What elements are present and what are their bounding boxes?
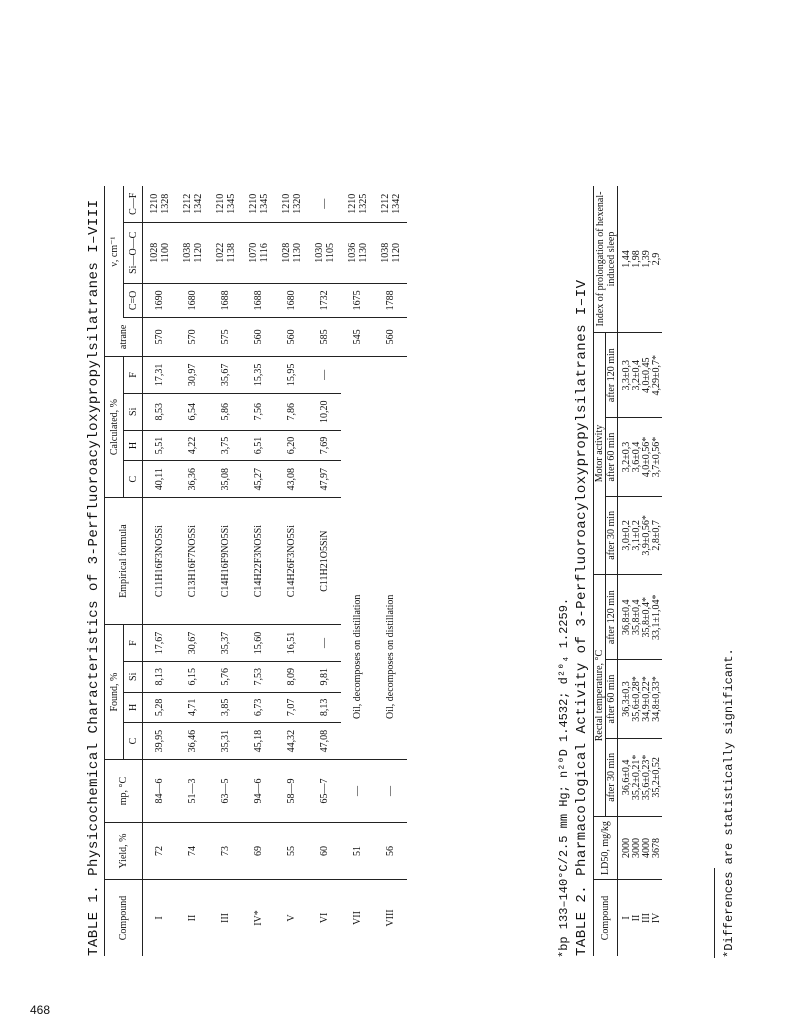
col-atrane: atrane bbox=[105, 317, 143, 356]
cell-atrane: 560 bbox=[242, 317, 275, 356]
cell-fH: 4,71 bbox=[176, 692, 209, 723]
cell-co: 1688 bbox=[209, 284, 242, 318]
table1-row bbox=[209, 186, 242, 956]
cell-cf: 1212 1342 bbox=[176, 186, 209, 222]
cell-mp: 94—6 bbox=[242, 760, 275, 823]
cell-cF: 35,67 bbox=[209, 357, 242, 394]
cell-cf: 1210 1325 bbox=[341, 186, 374, 222]
cell-cH: 6,20 bbox=[275, 430, 308, 461]
cell-cF: 15,35 bbox=[242, 357, 275, 394]
cell-fSi: 6,15 bbox=[176, 661, 209, 692]
cell-co: 1680 bbox=[275, 284, 308, 318]
t2-m120-values: 3,3±0,3 3,2±0,4 4,0±0,45 4,29±0,7* bbox=[618, 333, 663, 418]
cell-cC: 40,11 bbox=[143, 461, 177, 498]
cell-cC: 47,97 bbox=[308, 461, 341, 498]
table2 bbox=[593, 186, 662, 956]
cell-sioc: 1036 1130 bbox=[341, 222, 374, 284]
table1-title: TABLE 1. Physicochemical Characteristics of 3-Perfluoroacyloxypropylsilatranes I–VIII bbox=[86, 199, 102, 956]
cell-sioc: 1030 1105 bbox=[308, 222, 341, 284]
cell-yield: 72 bbox=[143, 823, 177, 880]
cell-cH: 5,51 bbox=[143, 430, 177, 461]
table1-row bbox=[341, 186, 374, 956]
cell-atrane: 560 bbox=[275, 317, 308, 356]
table1-row bbox=[275, 186, 308, 956]
t2-r30-values: 36,6±0,4 35,2±0,21* 35,6±0,23* 35,2±0,52 bbox=[618, 738, 663, 816]
cell-cH: 6,51 bbox=[242, 430, 275, 461]
cell-cF: — bbox=[308, 357, 341, 394]
cell-atrane: 585 bbox=[308, 317, 341, 356]
t2-r120-values: 36,8±0,4 35,8±0,4 35,8±0,4* 33,1±1,04* bbox=[618, 575, 663, 660]
cell-compound: II bbox=[187, 914, 198, 922]
table1-row bbox=[176, 186, 209, 956]
found-H: H bbox=[124, 692, 143, 723]
cell-cSi: 8,53 bbox=[143, 393, 177, 430]
t2-motor-30: after 30 min bbox=[606, 496, 618, 574]
cell-formula: C13H16F7NO5Si bbox=[176, 498, 209, 625]
cell-yield: 60 bbox=[308, 823, 341, 880]
cell-cC: 43,08 bbox=[275, 461, 308, 498]
cell-fC: 39,95 bbox=[143, 723, 177, 760]
cell-yield: 74 bbox=[176, 823, 209, 880]
cell-cC: 35,08 bbox=[209, 461, 242, 498]
cell-yield: 55 bbox=[275, 823, 308, 880]
cell-note: Oil, decomposes on distillation bbox=[374, 357, 407, 760]
cell-fSi: 8,13 bbox=[143, 661, 177, 692]
cell-fH: 3,85 bbox=[209, 692, 242, 723]
cell-compound: VII bbox=[352, 911, 363, 925]
nu-CF: C—F bbox=[124, 186, 143, 222]
cell-fF: 30,67 bbox=[176, 625, 209, 662]
cell-compound: IV* bbox=[253, 910, 264, 926]
cell-cSi: 7,56 bbox=[242, 393, 275, 430]
t2-motor-120: after 120 min bbox=[606, 333, 618, 418]
col-formula: Empirical formula bbox=[105, 498, 143, 625]
cell-atrane: 570 bbox=[176, 317, 209, 356]
t2-compounds: I II III IV bbox=[621, 912, 662, 924]
table1-row bbox=[242, 186, 275, 956]
t2-sleep-values: 1,44 1,98 1,39 2,9 bbox=[618, 186, 663, 333]
cell-yield: 56 bbox=[374, 823, 407, 880]
cell-sioc: 1028 1130 bbox=[275, 222, 308, 284]
table1-row bbox=[143, 186, 177, 956]
cell-cf: 1210 1328 bbox=[143, 186, 177, 222]
cell-mp: 51—3 bbox=[176, 760, 209, 823]
cell-sioc: 1038 1120 bbox=[176, 222, 209, 284]
cell-cf: 1212 1342 bbox=[374, 186, 407, 222]
t2-col-ld50: LD50, mg/kg bbox=[594, 817, 618, 880]
table2-title: TABLE 2. Pharmacological Activity of 3-Perfluoroacyloxypropylsilatranes I–IV bbox=[574, 279, 590, 956]
cell-co: 1788 bbox=[374, 284, 407, 318]
group-found: Found, % bbox=[105, 625, 124, 760]
cell-fSi: 5,76 bbox=[209, 661, 242, 692]
cell-cSi: 7,86 bbox=[275, 393, 308, 430]
nu-SiOC: Si—O—C bbox=[124, 222, 143, 284]
col-yield: Yield, % bbox=[105, 823, 143, 880]
nu-CO: C=O bbox=[124, 284, 143, 318]
cell-cf: 1210 1320 bbox=[275, 186, 308, 222]
page-number: 468 bbox=[30, 1003, 51, 1017]
t2-group-motor: Motor activity bbox=[594, 333, 606, 575]
t2-motor-60: after 60 min bbox=[606, 418, 618, 496]
table1-footnote: *bp 133–140°C/2.5 mm Hg; n²⁰D 1.4532; d²⁰₄ 1.2259. bbox=[557, 597, 571, 958]
t2-ld50-values: 2000 3000 4000 3678 bbox=[618, 817, 663, 880]
cell-fC: 45,18 bbox=[242, 723, 275, 760]
cell-sioc: 1070 1116 bbox=[242, 222, 275, 284]
t2-m60-values: 3,2±0,3 3,6±0,4 4,0±0,56* 3,7±0,56* bbox=[618, 418, 663, 496]
cell-compound: VIII bbox=[385, 909, 396, 927]
calc-H: H bbox=[124, 430, 143, 461]
table1-row bbox=[308, 186, 341, 956]
cell-fF: 17,67 bbox=[143, 625, 177, 662]
cell-mp: 58—9 bbox=[275, 760, 308, 823]
cell-compound: I bbox=[154, 916, 165, 920]
cell-cSi: 5,86 bbox=[209, 393, 242, 430]
cell-fC: 35,31 bbox=[209, 723, 242, 760]
cell-cH: 7,69 bbox=[308, 430, 341, 461]
t2-rectal-30: after 30 min bbox=[606, 738, 618, 816]
cell-mp: 65—7 bbox=[308, 760, 341, 823]
cell-fH: 7,07 bbox=[275, 692, 308, 723]
found-Si: Si bbox=[124, 661, 143, 692]
cell-cf: — bbox=[308, 186, 341, 222]
cell-co: 1732 bbox=[308, 284, 341, 318]
table1 bbox=[104, 186, 407, 956]
cell-cf: 1210 1345 bbox=[209, 186, 242, 222]
cell-sioc: 1038 1120 bbox=[374, 222, 407, 284]
table1-row bbox=[374, 186, 407, 956]
calc-Si: Si bbox=[124, 393, 143, 430]
t2-col-compound: Compound bbox=[594, 880, 618, 957]
cell-compound: V bbox=[286, 914, 297, 922]
calc-F: F bbox=[124, 357, 143, 394]
cell-atrane: 560 bbox=[374, 317, 407, 356]
found-F: F bbox=[124, 625, 143, 662]
cell-co: 1688 bbox=[242, 284, 275, 318]
cell-formula: C11H21O5SiN bbox=[308, 498, 341, 625]
cell-fC: 47,08 bbox=[308, 723, 341, 760]
cell-yield: 69 bbox=[242, 823, 275, 880]
cell-cf: 1210 1345 bbox=[242, 186, 275, 222]
t2-col-sleep: Index of prolongation of hexenal-induced sleep bbox=[594, 186, 618, 333]
cell-fF: 16,51 bbox=[275, 625, 308, 662]
cell-mp: 63—5 bbox=[209, 760, 242, 823]
cell-yield: 51 bbox=[341, 823, 374, 880]
cell-cC: 36,36 bbox=[176, 461, 209, 498]
t2-rectal-60: after 60 min bbox=[606, 660, 618, 738]
cell-formula: C14H26F3NO5Si bbox=[275, 498, 308, 625]
cell-cF: 17,31 bbox=[143, 357, 177, 394]
group-calculated: Calculated, % bbox=[105, 357, 124, 498]
cell-fC: 44,32 bbox=[275, 723, 308, 760]
cell-atrane: 575 bbox=[209, 317, 242, 356]
cell-co: 1675 bbox=[341, 284, 374, 318]
t2-r60-values: 36,3±0,3 35,6±0,28* 34,9±0,22* 34,8±0,33* bbox=[618, 660, 663, 738]
cell-cH: 4,22 bbox=[176, 430, 209, 461]
cell-formula: C14H16F9NO5Si bbox=[209, 498, 242, 625]
cell-fSi: 9,81 bbox=[308, 661, 341, 692]
cell-atrane: 570 bbox=[143, 317, 177, 356]
table2-footnote: *Differences are statistically significant. bbox=[722, 648, 736, 958]
col-compound: Compound bbox=[105, 880, 143, 957]
cell-cC: 45,27 bbox=[242, 461, 275, 498]
cell-co: 1680 bbox=[176, 284, 209, 318]
cell-co: 1690 bbox=[143, 284, 177, 318]
col-mp: mp, °C bbox=[105, 760, 143, 823]
cell-note: Oil, decomposes on distillation bbox=[341, 357, 374, 760]
t2-group-rectal: Rectal temperature, °C bbox=[594, 575, 606, 817]
cell-fSi: 7,53 bbox=[242, 661, 275, 692]
cell-cH: 3,75 bbox=[209, 430, 242, 461]
cell-fF: 35,37 bbox=[209, 625, 242, 662]
cell-yield: 73 bbox=[209, 823, 242, 880]
cell-formula: C14H22F3NO5Si bbox=[242, 498, 275, 625]
cell-fF: — bbox=[308, 625, 341, 662]
group-nu: ν, cm⁻¹ bbox=[105, 186, 124, 317]
cell-cF: 15,95 bbox=[275, 357, 308, 394]
cell-cF: 30,97 bbox=[176, 357, 209, 394]
cell-fF: 15,60 bbox=[242, 625, 275, 662]
cell-formula: C11H16F3NO5Si bbox=[143, 498, 177, 625]
calc-C: C bbox=[124, 461, 143, 498]
cell-compound: VI bbox=[319, 912, 330, 924]
footnote-rule bbox=[714, 868, 715, 958]
cell-compound: III bbox=[220, 913, 231, 923]
cell-cSi: 6,54 bbox=[176, 393, 209, 430]
cell-fH: 8,13 bbox=[308, 692, 341, 723]
cell-fSi: 8,09 bbox=[275, 661, 308, 692]
cell-cSi: 10,20 bbox=[308, 393, 341, 430]
cell-fH: 6,73 bbox=[242, 692, 275, 723]
cell-mp: — bbox=[341, 760, 374, 823]
cell-atrane: 545 bbox=[341, 317, 374, 356]
cell-sioc: 1028 1100 bbox=[143, 222, 177, 284]
cell-fC: 36,46 bbox=[176, 723, 209, 760]
cell-mp: — bbox=[374, 760, 407, 823]
cell-mp: 84—6 bbox=[143, 760, 177, 823]
rotated-page-content bbox=[86, 96, 766, 956]
found-C: C bbox=[124, 723, 143, 760]
t2-m30-values: 3,0±0,2 3,1±0,2 3,9±0,56* 2,8±0,7 bbox=[618, 496, 663, 574]
cell-fH: 5,28 bbox=[143, 692, 177, 723]
cell-sioc: 1022 1138 bbox=[209, 222, 242, 284]
t2-rectal-120: after 120 min bbox=[606, 575, 618, 660]
